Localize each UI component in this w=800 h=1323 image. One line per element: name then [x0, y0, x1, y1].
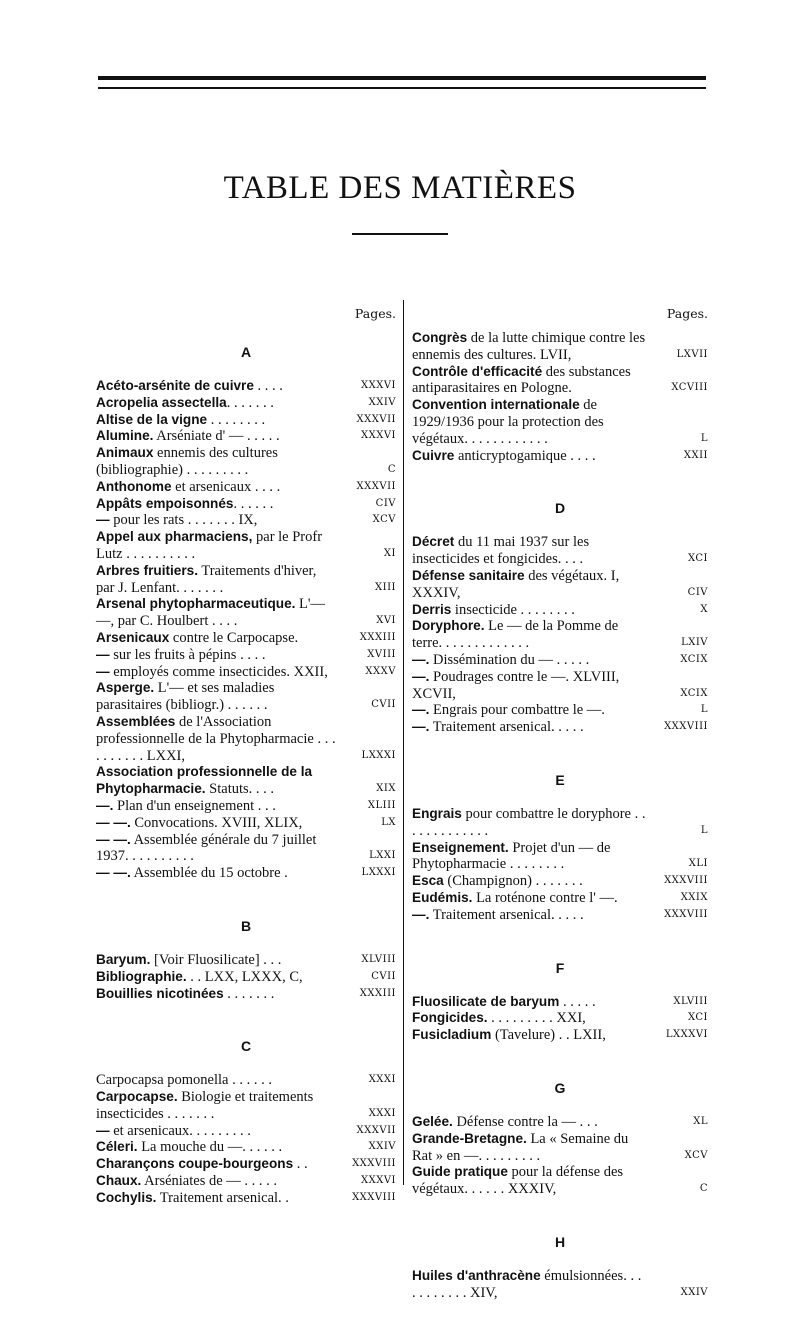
- section-letter: E: [555, 771, 565, 788]
- entry-text: du 11 mai 1937 sur les insecticides et fongicides. . . .: [412, 534, 590, 568]
- entry-text: Arséniates de — . . . . .: [141, 1173, 278, 1190]
- entry-term: Eudémis.: [412, 889, 473, 905]
- entry-term: Chaux.: [96, 1173, 142, 1189]
- entry-term: Décret: [412, 534, 455, 550]
- entry-text: ennemis des cultures (bibliographie) . . . . . . . . .: [96, 445, 278, 478]
- entry-text: Projet d'un — de Phytopharmacie . . . . . . . .: [412, 839, 611, 873]
- entry-term: Acropelia assectella: [96, 394, 227, 410]
- entry-text: émulsionnées. . . . . . . . . . . XIV,: [412, 1267, 642, 1301]
- entry-term: Arsenicaux: [96, 629, 170, 645]
- entry-text: Le — de la Pomme de terre. . . . . . . . . . . . .: [412, 618, 619, 652]
- entry-text: et arsenicaux . . . .: [171, 478, 281, 495]
- entry-page-ref: LXVII: [676, 348, 708, 360]
- index-entry: [96, 952, 396, 969]
- index-entry: [412, 1010, 708, 1027]
- index-entry: [96, 647, 396, 664]
- entry-term: Baryum.: [96, 951, 151, 967]
- index-entry: [96, 479, 396, 496]
- entry-term: Huiles d'anthracène: [412, 1267, 541, 1283]
- entry-term: Convention internationale: [412, 397, 580, 413]
- entry-term: Arbres fruitiers.: [96, 562, 198, 578]
- pages-label-right: Pages.: [666, 306, 708, 321]
- section-letter: H: [554, 1233, 566, 1250]
- entry-page-ref: XXXV: [365, 665, 396, 677]
- entry-term: —.: [412, 668, 430, 684]
- entry-text: Traitements d'hiver, par J. Lenfant. . . . . . .: [96, 562, 317, 596]
- index-entry: [412, 1268, 708, 1302]
- entry-page-ref: XXXIII: [359, 631, 396, 643]
- index-entry: [96, 378, 396, 395]
- entry-page-ref: XLVIII: [361, 953, 396, 965]
- index-entry: [412, 907, 708, 924]
- index-entry: [96, 1173, 396, 1190]
- entry-text: . . . . . . . .: [207, 411, 266, 428]
- index-entry: [412, 1027, 708, 1044]
- entry-page-ref: XCIX: [680, 653, 708, 665]
- entry-text: . . . . . . .: [226, 394, 274, 411]
- entry-text: Assemblée du 15 octobre .: [130, 865, 288, 882]
- entry-page-ref: XXXVI: [360, 380, 396, 391]
- index-entry: [412, 1164, 708, 1198]
- entry-text: . . . . . . .: [223, 985, 275, 1002]
- section-spacer: [412, 924, 708, 946]
- entry-text: . . . . .: [559, 993, 596, 1010]
- index-entry: [96, 1072, 396, 1089]
- entry-term: —.: [412, 651, 430, 667]
- index-entry: [96, 664, 396, 681]
- index-entry: [96, 969, 396, 986]
- index-section: [412, 330, 708, 486]
- entry-page-ref: XIX: [376, 783, 396, 795]
- entry-page-ref: XCV: [684, 1149, 708, 1161]
- entry-term: Acéto-arsénite de cuivre: [96, 378, 254, 393]
- index-entry: [96, 714, 396, 764]
- entry-text: (Champignon) . . . . . . .: [443, 873, 583, 890]
- entry-page-ref: L: [700, 704, 708, 716]
- index-entry: [412, 1114, 708, 1131]
- entry-term: —.: [96, 797, 114, 813]
- entry-page-ref: XXXVII: [356, 480, 396, 492]
- index-entry: [412, 840, 708, 874]
- entry-page-ref: XLI: [688, 858, 708, 870]
- entry-text: . . LXX, LXXX, C,: [186, 968, 303, 985]
- section-letter: F: [555, 959, 565, 976]
- entry-text: pour combattre le doryphore . . . . . . . . . . . . .: [412, 805, 646, 839]
- page-title: TABLE DES MATIÈRES: [223, 170, 577, 206]
- entry-term: Esca: [412, 873, 444, 889]
- section-spacer: [412, 464, 708, 486]
- index-entry: [96, 529, 396, 563]
- index-section: [96, 918, 396, 1024]
- section-spacer: [412, 1301, 708, 1323]
- entry-term: Gelée.: [412, 1113, 453, 1129]
- right-sections: [412, 330, 708, 1323]
- entry-page-ref: XXXI: [368, 1107, 396, 1119]
- entry-term: — —.: [96, 865, 131, 881]
- entry-term: Guide pratique: [412, 1164, 508, 1180]
- entry-text: de la lutte chimique contre les ennemis des cultures. LVII,: [412, 330, 646, 363]
- entry-text: (Tavelure) . . LXII,: [491, 1027, 606, 1044]
- entry-term: — —.: [96, 831, 131, 847]
- index-entry: [412, 602, 708, 619]
- entry-page-ref: XCVIII: [671, 382, 708, 394]
- entry-page-ref: XXIV: [680, 1286, 708, 1298]
- entry-page-ref: LXXXI: [361, 867, 396, 879]
- index-entry: [412, 618, 708, 652]
- section-spacer: [412, 736, 708, 758]
- entry-page-ref: XXII: [683, 449, 708, 461]
- entry-page-ref: XXXIII: [359, 987, 396, 999]
- entry-text: anticryptogamique . . . .: [454, 447, 596, 464]
- entry-term: —: [96, 1122, 110, 1138]
- entry-text: Carpocapsa pomonella . . . . . .: [96, 1072, 272, 1089]
- entry-page-ref: CIV: [687, 586, 708, 598]
- index-entry: [412, 1131, 708, 1165]
- index-section: [96, 344, 396, 904]
- entry-term: Anthonome: [96, 478, 172, 494]
- entry-text: . . . . . . . . . XXI,: [487, 1010, 586, 1027]
- entry-term: — —.: [96, 814, 131, 830]
- index-entry: [96, 428, 396, 445]
- index-entry: [412, 890, 708, 907]
- index-entry: [96, 412, 396, 429]
- entry-page-ref: XXXVI: [360, 1175, 396, 1187]
- section-spacer: [412, 1044, 708, 1066]
- entry-term: Fusicladium: [412, 1027, 492, 1043]
- index-entry: [412, 534, 708, 568]
- entry-term: Association professionnelle de la Phytopharmacie.: [96, 764, 313, 797]
- index-entry: [412, 330, 708, 364]
- entry-page-ref: XXIV: [368, 396, 396, 408]
- index-entry: [412, 364, 708, 398]
- entry-page-ref: X: [700, 603, 708, 615]
- index-entry: [412, 568, 708, 602]
- index-entry: [412, 448, 708, 465]
- entry-page-ref: XXXVII: [356, 413, 396, 425]
- entry-text: des substances antiparasitaires en Pologne.: [412, 363, 631, 397]
- index-entry: [412, 669, 708, 703]
- entry-text: Poudrages contre le —. XLVIII, XCVII,: [412, 668, 620, 702]
- entry-text: Défense contre la — . . .: [452, 1113, 598, 1130]
- entry-text: insecticide . . . . . . . .: [451, 601, 575, 618]
- index-entry: [412, 719, 708, 736]
- index-entry: [96, 1156, 396, 1173]
- entry-text: Traitement arsenical. . . . .: [429, 906, 584, 923]
- entry-term: Charançons coupe-bourgeons: [96, 1156, 294, 1172]
- section-spacer: [96, 882, 396, 904]
- entry-text: de l'Association professionnelle de la Phytopharmacie . . . . . . . . . . LXXI,: [96, 713, 336, 764]
- entry-text: sur les fruits à pépins . . . .: [109, 646, 266, 663]
- entry-text: et arsenicaux. . . . . . . . .: [109, 1122, 251, 1139]
- entry-text: Traitement arsenical. .: [156, 1189, 289, 1206]
- left-column: [96, 306, 396, 1229]
- entry-page-ref: XXIX: [680, 891, 708, 903]
- index-section: [96, 1038, 396, 1228]
- index-entry: [96, 764, 396, 798]
- entry-text: de 1929/1936 pour la protection des végétaux. . . . . . . . . . . .: [412, 397, 604, 447]
- entry-text: Convocations. XVIII, XLIX,: [130, 814, 303, 831]
- entry-page-ref: XXXVIII: [664, 721, 708, 733]
- entry-term: Assemblées: [96, 713, 176, 729]
- entry-text: Biologie et traitements insecticides . . . . . . .: [96, 1089, 314, 1122]
- entry-page-ref: XCIX: [680, 687, 708, 699]
- entry-text: La roténone contre l' —.: [472, 889, 618, 906]
- entry-text: L'— —, par C. Houlbert . . . .: [96, 596, 326, 630]
- entry-page-ref: CVII: [371, 970, 396, 982]
- entry-page-ref: XCI: [687, 553, 708, 565]
- entry-term: Arsenal phytopharmaceutique.: [96, 596, 296, 612]
- index-entry: [96, 1139, 396, 1156]
- entry-term: Altise de la vigne: [96, 411, 208, 427]
- section-letter: C: [240, 1038, 252, 1055]
- index-section: [412, 960, 708, 1066]
- index-entry: [96, 1089, 396, 1123]
- top-thick-rule: [98, 76, 706, 80]
- entry-text: La « Semaine du Rat » en —. . . . . . . . .: [412, 1130, 629, 1164]
- entry-term: Défense sanitaire: [412, 567, 525, 583]
- entry-page-ref: XL: [693, 1115, 708, 1127]
- index-entry: [96, 1190, 396, 1207]
- entry-page-ref: XXXVIII: [664, 908, 708, 920]
- entry-page-ref: LXIV: [681, 637, 708, 649]
- entry-page-ref: XXIV: [368, 1141, 396, 1153]
- entry-page-ref: XXXVIII: [352, 1158, 396, 1170]
- entry-text: Engrais pour combattre le —.: [429, 702, 605, 719]
- index-entry: [96, 832, 396, 866]
- index-entry: [412, 397, 708, 447]
- entry-term: Carpocapse.: [96, 1089, 178, 1105]
- entry-page-ref: XXXVIII: [664, 875, 708, 887]
- index-entry: [96, 815, 396, 832]
- section-spacer: [96, 1002, 396, 1024]
- index-section: [412, 1080, 708, 1220]
- index-entry: [96, 865, 396, 882]
- entry-term: Alumine.: [96, 428, 154, 444]
- index-entry: [412, 702, 708, 719]
- entry-page-ref: XXXVIII: [352, 1191, 396, 1203]
- right-column: [412, 306, 708, 1323]
- index-section: [412, 500, 708, 758]
- index-entry: [96, 596, 396, 630]
- entry-page-ref: XVI: [376, 615, 396, 627]
- entry-page-ref: XCV: [372, 514, 396, 526]
- entry-text: pour la défense des végétaux. . . . . . XXXIV,: [412, 1164, 624, 1198]
- entry-page-ref: XCI: [687, 1012, 708, 1024]
- entry-term: Contrôle d'efficacité: [412, 363, 543, 379]
- entry-text: Dissémination du — . . . . .: [429, 651, 590, 668]
- entry-term: Fluosilicate de baryum: [412, 993, 560, 1009]
- entry-term: Grande-Bretagne.: [412, 1130, 527, 1146]
- index-section: [412, 772, 708, 946]
- entry-term: Congrès: [412, 330, 468, 345]
- entry-term: Enseignement.: [412, 839, 509, 855]
- index-entry: [96, 496, 396, 513]
- entry-term: Derris: [412, 601, 452, 617]
- index-entry: [96, 512, 396, 529]
- entry-page-ref: C: [387, 463, 396, 475]
- entry-page-ref: XXXVI: [360, 430, 396, 442]
- section-letter: A: [240, 344, 252, 360]
- index-entry: [96, 630, 396, 647]
- entry-text: L'— et ses maladies parasitaires (bibliogr.) . . . . . .: [96, 680, 275, 714]
- entry-page-ref: LXXXVI: [665, 1029, 708, 1041]
- entry-page-ref: XXXVII: [356, 1124, 396, 1136]
- entry-page-ref: XLIII: [367, 799, 396, 811]
- entry-term: —: [96, 512, 110, 528]
- entry-text: Traitement arsenical. . . . .: [429, 719, 584, 736]
- entry-page-ref: XXXI: [368, 1074, 396, 1086]
- index-entry: [96, 798, 396, 815]
- top-thin-rule: [98, 87, 706, 89]
- entry-term: Cochylis.: [96, 1189, 157, 1205]
- entry-text: contre le Carpocapse.: [169, 629, 299, 646]
- entry-page-ref: LXXI: [369, 850, 396, 862]
- entry-text: Assemblée générale du 7 juillet 1937. . . . . . . . . .: [96, 831, 317, 865]
- index-entry: [412, 806, 708, 840]
- entry-text: pour les rats . . . . . . . IX,: [109, 512, 258, 529]
- entry-term: —.: [412, 906, 430, 922]
- index-entry: [96, 1123, 396, 1140]
- entry-term: Engrais: [412, 805, 462, 821]
- section-letter: G: [554, 1079, 566, 1096]
- entry-page-ref: XI: [383, 547, 396, 559]
- entry-text: employés comme insecticides. XXII,: [109, 663, 328, 680]
- index-entry: [412, 873, 708, 890]
- entry-page-ref: CIV: [375, 497, 396, 509]
- entry-text: Plan d'un enseignement . . .: [113, 797, 276, 814]
- entry-term: Bibliographie.: [96, 968, 187, 984]
- entry-term: Appâts empoisonnés: [96, 495, 234, 511]
- index-entry: [412, 994, 708, 1011]
- index-entry: [96, 395, 396, 412]
- entry-text: . . . . . .: [233, 495, 274, 512]
- entry-page-ref: LXXXI: [361, 749, 396, 761]
- entry-text: par le Profr Lutz . . . . . . . . . .: [96, 529, 323, 562]
- index-entry: [96, 445, 396, 479]
- index-entry: [96, 680, 396, 714]
- column-divider: [403, 300, 404, 1185]
- entry-term: Céleri.: [96, 1139, 138, 1155]
- entry-text: Statuts. . . .: [205, 781, 275, 798]
- entry-text: [Voir Fluosilicate] . . .: [150, 951, 282, 968]
- left-sections: [96, 344, 396, 1229]
- entry-term: Cuivre: [412, 447, 455, 463]
- pages-label-left: Pages.: [354, 306, 396, 321]
- entry-term: Animaux: [96, 445, 154, 461]
- section-spacer: [96, 1207, 396, 1229]
- section-letter: B: [240, 917, 252, 934]
- entry-text: . .: [293, 1156, 308, 1173]
- section-spacer: [412, 1198, 708, 1220]
- entry-term: —.: [412, 719, 430, 735]
- index-entry: [96, 986, 396, 1003]
- entry-text: Arséniate d' — . . . . .: [153, 428, 280, 445]
- entry-page-ref: C: [699, 1183, 708, 1195]
- entry-text: des végétaux. I, XXXIV,: [412, 567, 620, 601]
- index-entry: [412, 652, 708, 669]
- entry-page-ref: XVIII: [367, 648, 396, 660]
- entry-term: Asperge.: [96, 680, 155, 696]
- index-section: [412, 1234, 708, 1323]
- entry-term: Fongicides.: [412, 1010, 488, 1026]
- entry-text: La mouche du —. . . . . .: [137, 1139, 283, 1156]
- entry-term: Appel aux pharmaciens,: [96, 529, 253, 545]
- entry-page-ref: XIII: [375, 581, 396, 593]
- entry-page-ref: XLVIII: [673, 995, 708, 1007]
- entry-term: Bouillies nicotinées: [96, 985, 224, 1001]
- title-underline: [352, 233, 448, 235]
- section-letter: D: [554, 500, 566, 517]
- entry-term: —: [96, 663, 110, 679]
- entry-page-ref: L: [700, 824, 708, 836]
- entry-term: Doryphore.: [412, 618, 485, 634]
- index-entry: [96, 563, 396, 597]
- entry-page-ref: CVII: [371, 699, 396, 711]
- entry-page-ref: L: [700, 432, 708, 444]
- entry-term: —.: [412, 702, 430, 718]
- entry-page-ref: LX: [381, 816, 396, 828]
- entry-text: . . . .: [253, 378, 283, 394]
- entry-term: —: [96, 646, 110, 662]
